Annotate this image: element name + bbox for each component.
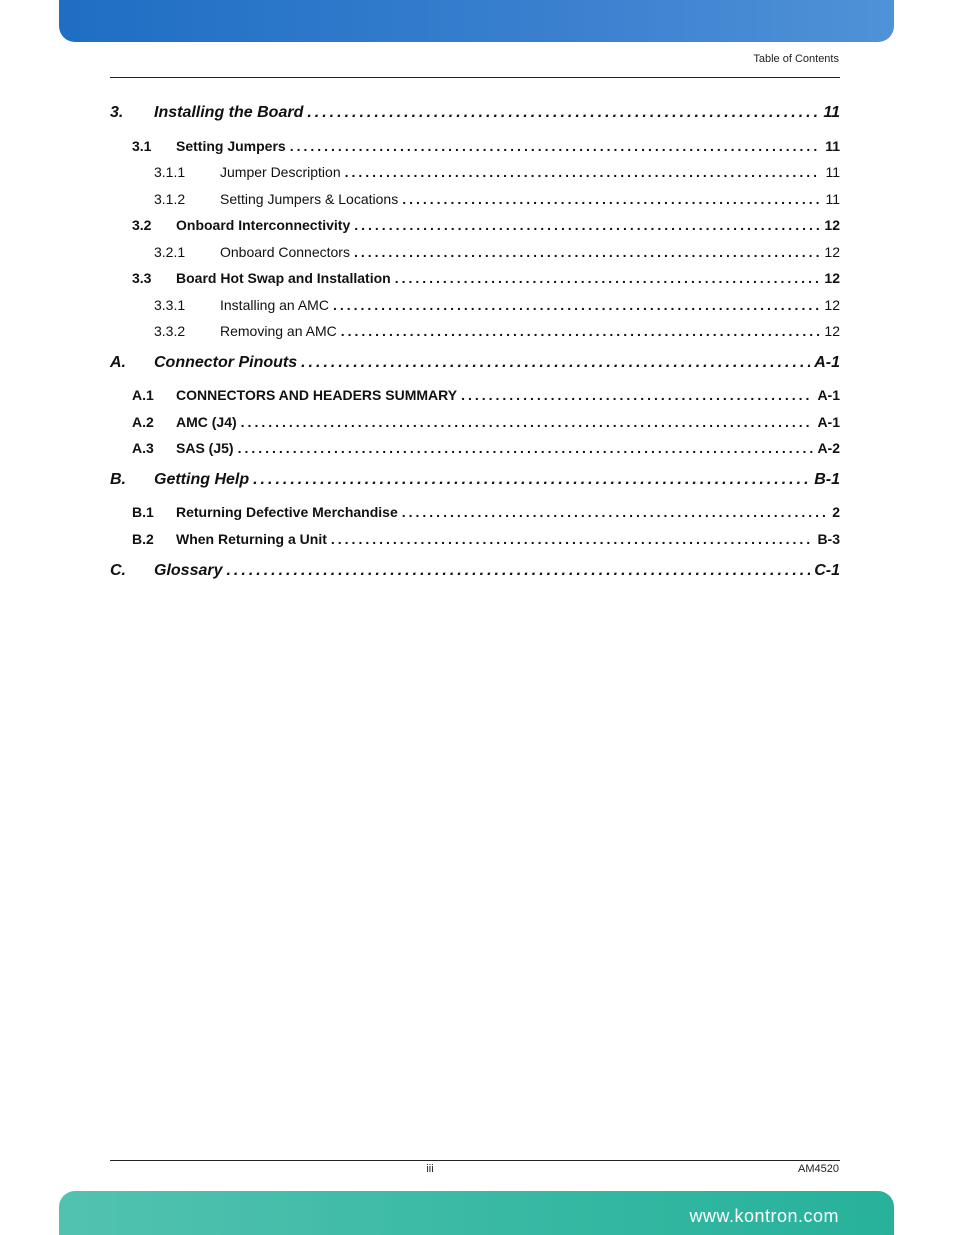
toc-entry-number: 3.1.1 (154, 164, 186, 180)
toc-entry[interactable] (110, 191, 840, 207)
toc-entry-title: SAS (J5) (176, 440, 234, 456)
toc-entry-page: 11 (825, 164, 840, 180)
product-model: AM4520 (798, 1163, 839, 1175)
toc-entry-page: 12 (824, 244, 840, 260)
toc-leader-dots (241, 414, 814, 430)
toc-leader-dots (341, 323, 821, 339)
toc-leader-dots (226, 562, 810, 580)
toc-entry-page: C-1 (814, 562, 840, 579)
toc-leader-dots (354, 217, 820, 233)
toc-entry-title: Board Hot Swap and Installation (176, 270, 391, 286)
toc-entry-number: 3.3.2 (154, 323, 186, 339)
toc-entry[interactable] (110, 387, 840, 403)
header-rule (110, 77, 840, 78)
toc-entry[interactable] (110, 270, 840, 286)
website-link[interactable]: www.kontron.com (689, 1206, 839, 1226)
toc-entry[interactable] (110, 323, 840, 339)
toc-leader-dots (238, 440, 814, 456)
toc-leader-dots (461, 387, 813, 403)
toc-entry-page: A-1 (814, 354, 840, 371)
toc-entry-number: 3.2 (132, 217, 152, 233)
toc-entry-title: Installing the Board (154, 104, 304, 121)
toc-entry-number: C. (110, 562, 126, 579)
toc-entry-number: 3.3.1 (154, 297, 186, 313)
toc-entry[interactable] (110, 217, 840, 233)
toc-entry-number: 3.1.2 (154, 191, 186, 207)
toc-entry[interactable] (110, 414, 840, 430)
footer-rule (110, 1160, 840, 1161)
toc-entry-number: 3.2.1 (154, 244, 186, 260)
toc-entry-page: A-2 (817, 440, 840, 456)
toc-entry-page: A-1 (817, 414, 840, 430)
toc-entry-title: Setting Jumpers (176, 138, 286, 154)
toc-entry[interactable] (110, 504, 840, 520)
toc-entry-number: B. (110, 471, 126, 488)
toc-leader-dots (290, 138, 821, 154)
toc-entry[interactable] (110, 471, 840, 489)
toc-entry-title: Onboard Interconnectivity (176, 217, 351, 233)
toc-leader-dots (354, 244, 820, 260)
toc-entry-number: A.1 (132, 387, 154, 403)
toc-entry-title: Connector Pinouts (154, 354, 298, 371)
toc-entry-page: 2 (832, 504, 840, 520)
toc-leader-dots (307, 104, 819, 122)
toc-leader-dots (253, 471, 810, 489)
toc-entry-page: 12 (824, 217, 840, 233)
toc-entry[interactable] (110, 354, 840, 372)
toc-entry-number: B.1 (132, 504, 154, 520)
toc-entry-title: Installing an AMC (220, 297, 329, 313)
toc-leader-dots (345, 164, 822, 180)
toc-entry-page: B-1 (814, 471, 840, 488)
toc-leader-dots (333, 297, 820, 313)
toc-entry[interactable] (110, 138, 840, 154)
toc-entry-page: 12 (824, 323, 840, 339)
header-band (59, 0, 894, 42)
toc-leader-dots (331, 531, 814, 547)
toc-entry-title: Onboard Connectors (220, 244, 350, 260)
toc-entry[interactable] (110, 244, 840, 260)
toc-entry-page: 11 (823, 104, 840, 121)
toc-entry-page: 11 (825, 138, 840, 154)
toc-entry-page: B-3 (817, 531, 840, 547)
toc-entry-page: A-1 (817, 387, 840, 403)
toc-entry[interactable] (110, 562, 840, 580)
toc-entry-page: 12 (824, 270, 840, 286)
toc-entry-number: 3. (110, 104, 124, 121)
toc-entry-title: Removing an AMC (220, 323, 337, 339)
toc-entry-title: Glossary (154, 562, 223, 579)
toc-entry-title: When Returning a Unit (176, 531, 327, 547)
toc-entry-number: A.3 (132, 440, 154, 456)
toc-entry-title: Returning Defective Merchandise (176, 504, 398, 520)
toc-leader-dots (301, 354, 810, 372)
toc-entry-title: Jumper Description (220, 164, 341, 180)
toc-entry[interactable] (110, 531, 840, 547)
toc-entry-page: 11 (825, 191, 840, 207)
toc-entry[interactable] (110, 297, 840, 313)
toc-entry[interactable] (110, 440, 840, 456)
toc-entry-number: 3.1 (132, 138, 152, 154)
toc-entry-number: 3.3 (132, 270, 152, 286)
toc-entry-number: A.2 (132, 414, 154, 430)
toc-entry[interactable] (110, 164, 840, 180)
toc-leader-dots (395, 270, 821, 286)
running-header: Table of Contents (753, 53, 839, 65)
toc-entry-page: 12 (824, 297, 840, 313)
toc-entry-number: A. (110, 354, 126, 371)
toc-entry-title: Setting Jumpers & Locations (220, 191, 399, 207)
toc-entry-title: CONNECTORS AND HEADERS SUMMARY (176, 387, 458, 403)
page-number: iii (426, 1163, 434, 1175)
toc-leader-dots (402, 504, 828, 520)
toc-entry-title: Getting Help (154, 471, 250, 488)
toc-entry[interactable] (110, 104, 840, 122)
toc-entry-number: B.2 (132, 531, 154, 547)
toc-entry-title: AMC (J4) (176, 414, 237, 430)
toc-leader-dots (402, 191, 821, 207)
